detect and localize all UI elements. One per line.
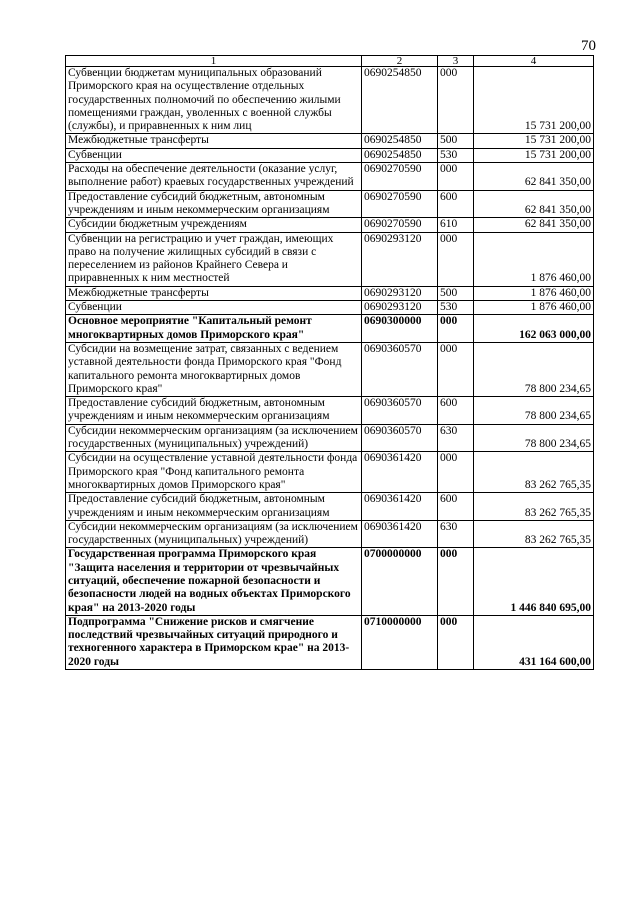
row-code-cell: 0690293120 <box>362 232 438 286</box>
table-row <box>66 286 594 300</box>
row-amount-cell: 83 262 765,35 <box>474 493 594 521</box>
row-amount-cell: 1 876 460,00 <box>474 286 594 300</box>
table-row <box>66 520 594 548</box>
row-code-cell: 0690360570 <box>362 397 438 425</box>
row-amount-cell: 1 876 460,00 <box>474 301 594 315</box>
row-name-cell: Субсидии на возмещение затрат, связанных с ведением уставной деятельности фонда Приморского края "Фонд капитального ремонта многоквартирных домов Приморского края" <box>66 342 362 396</box>
table-row <box>66 134 594 148</box>
row-type-cell: 600 <box>438 493 474 521</box>
row-amount-cell: 62 841 350,00 <box>474 163 594 191</box>
row-amount-cell: 1 446 840 695,00 <box>474 548 594 615</box>
row-name-cell: Субвенции бюджетам муниципальных образований Приморского края на осуществление отдельных государственных полномочий по обеспечению жилыми помещениями граждан, уволенных с военной службы (службы), и приравненных к ним лиц <box>66 67 362 134</box>
header-column-2: 2 <box>362 56 438 67</box>
row-code-cell: 0700000000 <box>362 548 438 615</box>
row-type-cell: 000 <box>438 163 474 191</box>
row-type-cell: 000 <box>438 342 474 396</box>
table-body <box>66 67 594 670</box>
table-row <box>66 424 594 452</box>
row-code-cell: 0690270590 <box>362 190 438 218</box>
row-code-cell: 0690361420 <box>362 452 438 493</box>
row-type-cell: 000 <box>438 615 474 669</box>
row-code-cell: 0690254850 <box>362 67 438 134</box>
row-type-cell: 000 <box>438 315 474 343</box>
row-code-cell: 0690361420 <box>362 493 438 521</box>
row-code-cell: 0690293120 <box>362 286 438 300</box>
row-type-cell: 000 <box>438 232 474 286</box>
row-code-cell: 0690254850 <box>362 148 438 162</box>
row-type-cell: 500 <box>438 286 474 300</box>
row-code-cell: 0690270590 <box>362 163 438 191</box>
row-type-cell: 630 <box>438 424 474 452</box>
row-type-cell: 600 <box>438 190 474 218</box>
row-type-cell: 000 <box>438 67 474 134</box>
table-row <box>66 548 594 615</box>
row-type-cell: 000 <box>438 548 474 615</box>
header-column-3: 3 <box>438 56 474 67</box>
row-type-cell: 500 <box>438 134 474 148</box>
header-column-4: 4 <box>474 56 594 67</box>
budget-table <box>65 55 594 670</box>
row-amount-cell: 15 731 200,00 <box>474 67 594 134</box>
table-row <box>66 232 594 286</box>
row-amount-cell: 62 841 350,00 <box>474 190 594 218</box>
row-amount-cell: 78 800 234,65 <box>474 424 594 452</box>
row-name-cell: Субсидии бюджетным учреждениям <box>66 218 362 232</box>
row-name-cell: Государственная программа Приморского края "Защита населения и территории от чрезвычайных ситуаций, обеспечение пожарной безопасности и безопасности людей на водных объектах Приморского края" на 2013-2020 годы <box>66 548 362 615</box>
table-header-row <box>66 56 594 67</box>
row-amount-cell: 15 731 200,00 <box>474 148 594 162</box>
table-row <box>66 67 594 134</box>
table-row <box>66 218 594 232</box>
row-code-cell: 0690300000 <box>362 315 438 343</box>
row-type-cell: 530 <box>438 301 474 315</box>
page-number: 70 <box>581 38 596 54</box>
table-row <box>66 190 594 218</box>
row-name-cell: Подпрограмма "Снижение рисков и смягчение последствий чрезвычайных ситуаций природного и техногенного характера в Приморском крае" на 2013-2020 годы <box>66 615 362 669</box>
row-code-cell: 0690360570 <box>362 342 438 396</box>
table-row <box>66 397 594 425</box>
row-amount-cell: 78 800 234,65 <box>474 342 594 396</box>
row-amount-cell: 83 262 765,35 <box>474 520 594 548</box>
row-name-cell: Субвенции на регистрацию и учет граждан, имеющих право на получение жилищных субсидий в связи с переселением из районов Крайнего Севера и приравненных к ним местностей <box>66 232 362 286</box>
row-amount-cell: 15 731 200,00 <box>474 134 594 148</box>
row-type-cell: 600 <box>438 397 474 425</box>
row-name-cell: Субсидии некоммерческим организациям (за исключением государственных (муниципальных) учреждений) <box>66 520 362 548</box>
table-row <box>66 615 594 669</box>
row-name-cell: Субвенции <box>66 301 362 315</box>
row-amount-cell: 431 164 600,00 <box>474 615 594 669</box>
table-row <box>66 148 594 162</box>
table-row <box>66 493 594 521</box>
row-name-cell: Предоставление субсидий бюджетным, автономным учреждениям и иным некоммерческим организациям <box>66 493 362 521</box>
row-code-cell: 0690270590 <box>362 218 438 232</box>
row-amount-cell: 78 800 234,65 <box>474 397 594 425</box>
row-type-cell: 610 <box>438 218 474 232</box>
row-amount-cell: 1 876 460,00 <box>474 232 594 286</box>
row-code-cell: 0710000000 <box>362 615 438 669</box>
row-code-cell: 0690254850 <box>362 134 438 148</box>
header-column-1: 1 <box>66 56 362 67</box>
row-type-cell: 000 <box>438 452 474 493</box>
table-row <box>66 452 594 493</box>
row-code-cell: 0690360570 <box>362 424 438 452</box>
row-name-cell: Основное мероприятие "Капитальный ремонт многоквартирных домов Приморского края" <box>66 315 362 343</box>
row-amount-cell: 83 262 765,35 <box>474 452 594 493</box>
row-type-cell: 530 <box>438 148 474 162</box>
row-name-cell: Межбюджетные трансферты <box>66 286 362 300</box>
row-name-cell: Предоставление субсидий бюджетным, автономным учреждениям и иным некоммерческим организациям <box>66 397 362 425</box>
row-name-cell: Расходы на обеспечение деятельности (оказание услуг, выполнение работ) краевых государственных учреждений <box>66 163 362 191</box>
row-type-cell: 630 <box>438 520 474 548</box>
row-name-cell: Субвенции <box>66 148 362 162</box>
row-name-cell: Субсидии на осуществление уставной деятельности фонда Приморского края "Фонд капитального ремонта многоквартирных домов Приморского края" <box>66 452 362 493</box>
row-name-cell: Межбюджетные трансферты <box>66 134 362 148</box>
row-code-cell: 0690361420 <box>362 520 438 548</box>
table-row <box>66 342 594 396</box>
table-row <box>66 315 594 343</box>
row-amount-cell: 62 841 350,00 <box>474 218 594 232</box>
row-name-cell: Субсидии некоммерческим организациям (за исключением государственных (муниципальных) учреждений) <box>66 424 362 452</box>
row-name-cell: Предоставление субсидий бюджетным, автономным учреждениям и иным некоммерческим организациям <box>66 190 362 218</box>
row-amount-cell: 162 063 000,00 <box>474 315 594 343</box>
table-row <box>66 301 594 315</box>
row-code-cell: 0690293120 <box>362 301 438 315</box>
table-row <box>66 163 594 191</box>
